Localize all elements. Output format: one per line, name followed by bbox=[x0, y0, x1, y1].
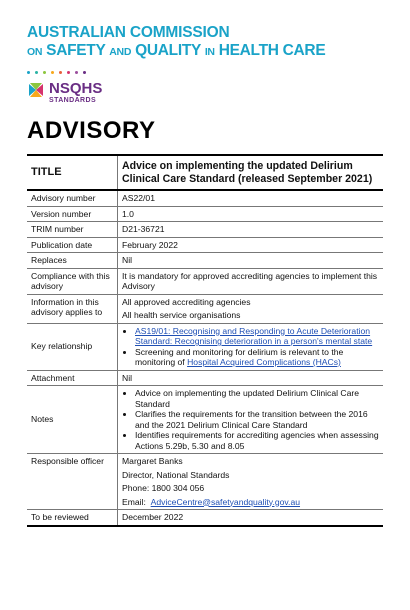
table-row-applies bbox=[27, 294, 383, 323]
logo-dots bbox=[27, 71, 86, 74]
table-row-key-relationship bbox=[27, 323, 383, 370]
row-label: Information in this advisory applies to bbox=[27, 294, 118, 323]
list-item: • Identifies requirements for accrediting agencies when assessing Actions 5.29b, 5.30 and 8.05 bbox=[135, 430, 379, 451]
list-item: • Clarifies the requirements for the transition between the 2016 and the 2021 Delirium Clinical Care Standard bbox=[135, 409, 379, 430]
row-label: Key relationship bbox=[27, 323, 118, 370]
row-value bbox=[118, 454, 384, 510]
table-row bbox=[27, 268, 383, 294]
organisation-name-line1: AUSTRALIAN COMMISSION bbox=[27, 24, 230, 41]
page-title: ADVISORY bbox=[27, 117, 156, 144]
row-label: Version number bbox=[27, 206, 118, 222]
organisation-name bbox=[27, 24, 325, 61]
logo-subtext: STANDARDS bbox=[49, 97, 97, 104]
hacs-link[interactable]: Hospital Acquired Complications (HACs) bbox=[187, 357, 341, 367]
row-value: AS22/01 bbox=[118, 190, 384, 206]
notes-list bbox=[122, 388, 379, 451]
row-label: To be reviewed bbox=[27, 510, 118, 526]
table-row bbox=[27, 237, 383, 253]
list-item: • Screening and monitoring for delirium is relevant to the monitoring of Hospital Acquired Complications (HACs) bbox=[135, 347, 379, 368]
row-value bbox=[118, 386, 384, 454]
row-label: Compliance with this advisory bbox=[27, 268, 118, 294]
advisory-table bbox=[27, 154, 383, 527]
row-value: D21-36721 bbox=[118, 222, 384, 238]
table-row bbox=[27, 253, 383, 269]
row-value: It is mandatory for approved accrediting agencies to implement this Advisory bbox=[118, 268, 384, 294]
list-item bbox=[135, 326, 379, 347]
row-label: Notes bbox=[27, 386, 118, 454]
table-row bbox=[27, 510, 383, 526]
logo-text: NSQHS bbox=[49, 80, 103, 97]
row-label: Replaces bbox=[27, 253, 118, 269]
officer-role: Director, National Standards bbox=[122, 469, 230, 480]
row-label: Attachment bbox=[27, 370, 118, 386]
row-value: December 2022 bbox=[118, 510, 384, 526]
nsqhs-logo bbox=[27, 71, 107, 107]
row-value: Nil bbox=[118, 370, 384, 386]
row-label: Advisory number bbox=[27, 190, 118, 206]
row-value: February 2022 bbox=[118, 237, 384, 253]
key-relationship-list bbox=[122, 326, 379, 368]
nsqhs-mark-icon bbox=[27, 81, 45, 99]
email-link[interactable]: AdviceCentre@safetyandquality.gov.au bbox=[150, 496, 301, 507]
row-label: Responsible officer bbox=[27, 454, 118, 510]
row-label: Publication date bbox=[27, 237, 118, 253]
table-row-notes bbox=[27, 386, 383, 454]
table-row bbox=[27, 190, 383, 206]
officer-name: Margaret Banks bbox=[122, 456, 183, 466]
table-row-officer bbox=[27, 454, 383, 510]
table-row-title bbox=[27, 155, 383, 190]
row-value: All approved accrediting agencies All health service organisations bbox=[118, 294, 384, 323]
organisation-name-line2: ON SAFETY AND QUALITY IN HEALTH CARE bbox=[27, 42, 326, 59]
row-label: TRIM number bbox=[27, 222, 118, 238]
table-row bbox=[27, 206, 383, 222]
table-row bbox=[27, 370, 383, 386]
table-row bbox=[27, 222, 383, 238]
officer-email: Email: AdviceCentre@safetyandquality.gov.au bbox=[122, 496, 301, 507]
row-value: Nil bbox=[118, 253, 384, 269]
officer-phone: Phone: 1800 304 056 bbox=[122, 483, 205, 493]
list-item: • Advice on implementing the updated Delirium Clinical Care Standard bbox=[135, 388, 379, 409]
title-label: TITLE bbox=[27, 155, 118, 190]
row-value: 1.0 bbox=[118, 206, 384, 222]
as1901-link[interactable]: AS19/01: Recognising and Responding to Acute Deterioration Standard: Recognising deterioration in a person's mental state bbox=[135, 325, 373, 346]
title-value: Advice on implementing the updated Delirium Clinical Care Standard (released September 2021) bbox=[118, 155, 384, 190]
row-value bbox=[118, 323, 384, 370]
